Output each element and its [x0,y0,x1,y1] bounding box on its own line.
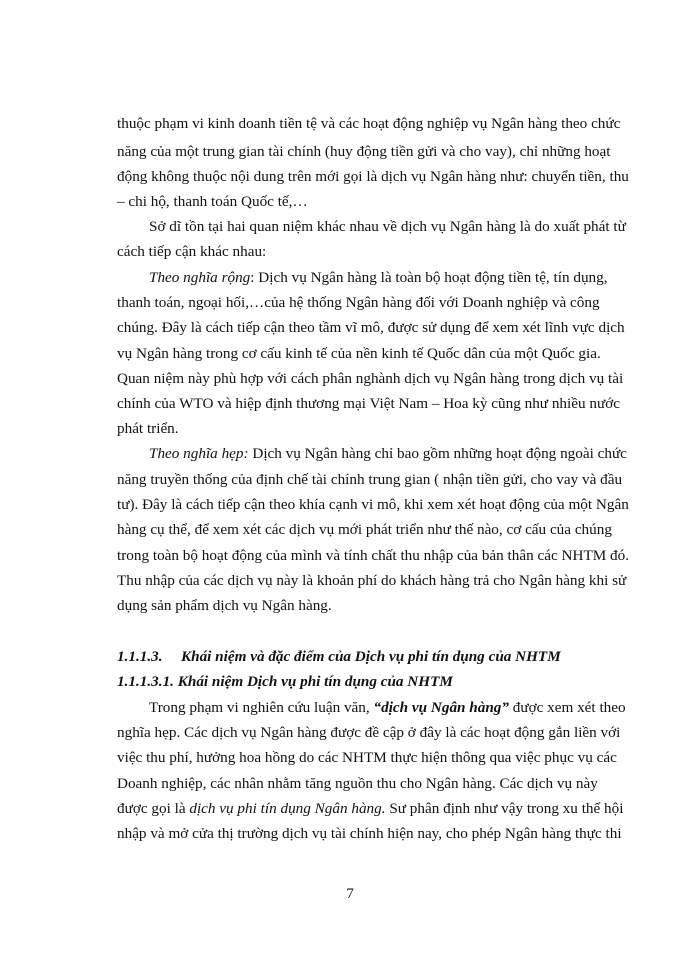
paragraph-line: trong toàn bộ hoạt động của mình và tính chất thu nhập của bản thân các NHTM đó. [117,547,630,564]
italic-term: dịch vụ phi tín dụng Ngân hàng. [189,800,386,817]
section-heading [117,647,561,667]
paragraph-line: động không thuộc nội dung trên mới gọi là dịch vụ Ngân hàng như: chuyển tiền, thu [117,168,629,185]
paragraph-line: – chi hộ, thanh toán Quốc tế,… [117,193,308,210]
paragraph-text: được gọi là [117,800,190,817]
paragraph-line: Thu nhập của các dịch vụ này là khoản phí do khách hàng trả cho Ngân hàng khi sử [117,572,627,589]
paragraph-text: Sư phân định như vậy trong xu thế hội [385,800,624,817]
paragraph-line: cách tiếp cận khác nhau: [117,243,267,260]
paragraph-line: chính của WTO và hiệp định thương mại Việt Nam – Hoa kỳ cũng như nhiều nước [117,395,620,412]
paragraph-line: Quan niệm này phù hợp với cách phân nghành dịch vụ Ngân hàng trong dịch vụ tài [117,370,624,387]
subsection-heading: 1.1.1.3.1. Khái niệm Dịch vụ phi tín dụng của NHTM [117,673,453,690]
paragraph-line: hàng cụ thể, để xem xét các dịch vụ mới phát triển như thế nào, cơ cấu của chúng [117,521,612,538]
paragraph-line [149,444,627,464]
paragraph-line: năng của một trung gian tài chính (huy động tiền gửi và cho vay), chỉ những hoạt [117,143,611,160]
paragraph-line: vụ Ngân hàng trong cơ cấu kinh tế của nền kinh tế Quốc dân của một Quốc gia. [117,345,601,362]
section-number: 1.1.1.3. [117,648,163,665]
paragraph-line: thanh toán, ngoại hối,…của hệ thống Ngân hàng đối với Doanh nghiệp và công [117,294,600,311]
paragraph-line: nhập và mở cửa thị trường dịch vụ tài chính hiện nay, cho phép Ngân hàng thực thi [117,825,622,842]
section-title: Khái niệm và đặc điểm của Dịch vụ phi tín dụng của NHTM [181,648,561,665]
emphasis-term: “dịch vụ Ngân hàng” [373,699,509,716]
paragraph-line [149,268,608,288]
paragraph-text: Dịch vụ Ngân hàng chỉ bao gồm những hoạt động ngoài chức [248,445,627,462]
paragraph-line: năng truyền thống của định chế tài chính trung gian ( nhận tiền gửi, cho vay và đầu [117,471,623,488]
paragraph-line: tư). Đây là cách tiếp cận theo khía cạnh vi mô, khi xem xét hoạt động của một Ngân [117,496,629,513]
italic-term: Theo nghĩa hẹp: [149,445,249,462]
page-number: 7 [346,885,354,902]
paragraph-line: phát triển. [117,420,179,437]
paragraph-line: Sở dĩ tồn tại hai quan niệm khác nhau về dịch vụ Ngân hàng là do xuất phát từ [149,218,626,235]
paragraph-line: Doanh nghiệp, các nhân nhằm tăng nguồn thu cho Ngân hàng. Các dịch vụ này [117,775,598,792]
paragraph-line [117,799,624,819]
paragraph-text: được xem xét theo [508,699,626,716]
paragraph-text: Trong phạm vi nghiên cứu luận văn, [149,699,374,716]
paragraph-text: : Dịch vụ Ngân hàng là toàn bộ hoạt động tiền tệ, tín dụng, [250,269,608,286]
paragraph-line: chúng. Đây là cách tiếp cận theo tầm vĩ mô, được sử dụng để xem xét lĩnh vực dịch [117,319,625,336]
paragraph-line: thuộc phạm vi kinh doanh tiền tệ và các hoạt động nghiệp vụ Ngân hàng theo chức [117,115,621,132]
paragraph-line: dụng sản phẩm dịch vụ Ngân hàng. [117,597,332,614]
paragraph-line: việc thu phí, hưởng hoa hồng do các NHTM thực hiện thông qua việc phục vụ các [117,749,617,766]
italic-term: Theo nghĩa rộng [149,269,251,286]
paragraph-line [149,698,626,718]
paragraph-line: nghĩa hẹp. Các dịch vụ Ngân hàng được đề cập ở đây là các hoạt động gắn liền với [117,724,621,741]
